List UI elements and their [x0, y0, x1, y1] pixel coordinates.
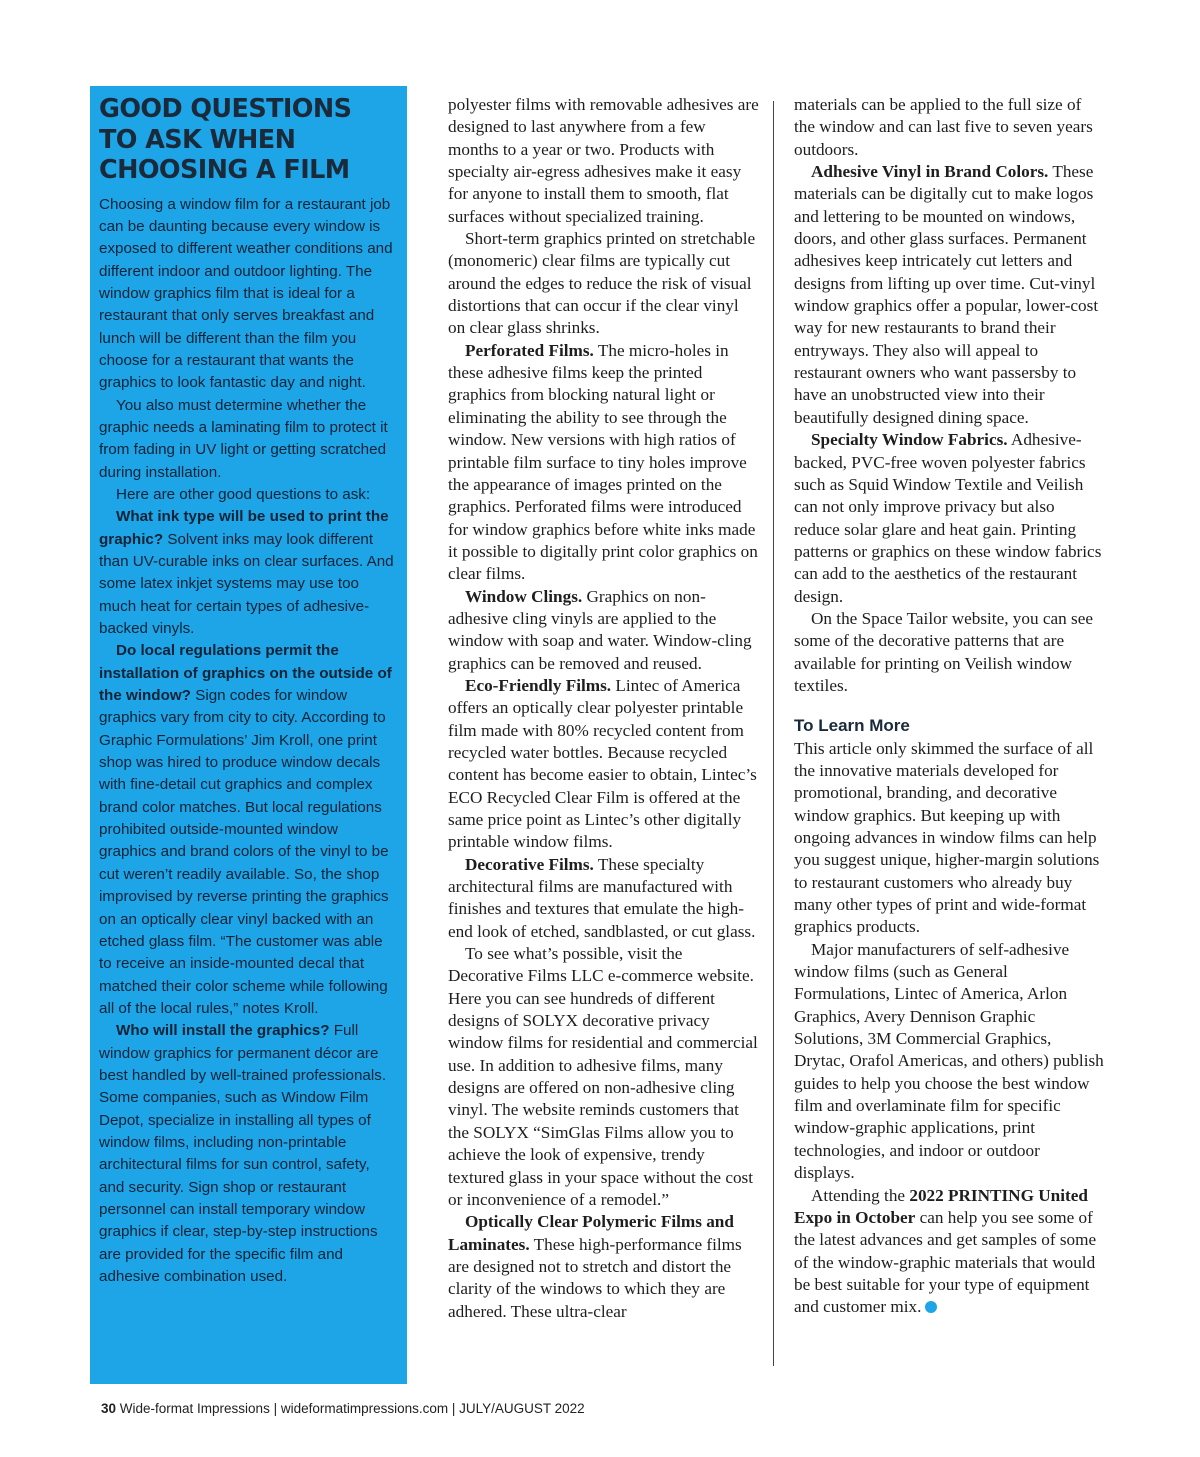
run-in-heading: Window Clings.: [465, 586, 583, 606]
body-paragraph: [794, 161, 1104, 429]
run-in-heading: Perforated Films.: [465, 340, 594, 360]
body-paragraph: [794, 429, 1104, 608]
question-body: Full window graphics for permanent décor are best handled by well-trained professionals. Some companies, such as Window Film Depot, specialize in installing all types of window films, including non-printable architectural films for sun control, safety, and security. Sign shop or restaurant personnel can install temporary window graphics if clear, step-by-step instructions are provided for the specific film and adhesive combination used.: [99, 1022, 387, 1285]
body-paragraph: [448, 854, 760, 943]
question-heading: What ink type will be used to print the graphic?: [99, 508, 389, 548]
paragraph-text: Lintec of America offers an optically clear polyester printable film made with 80% recycled content from recycled water bottles. Because recycled content has become easier to obtain, Lintec’s ECO Recycled Clear Film is offered at the same price point as Lintec’s other digitally printable window films.: [448, 675, 757, 852]
body-paragraph: [794, 1185, 1104, 1319]
body-paragraph: This article only skimmed the surface of all the innovative materials developed for promotional, branding, and decorative window graphics. But keeping up with ongoing advances in window films can help you suggest unique, higher-margin solutions to restaurant customers who already buy many other types of print and wide-format graphics products.: [794, 738, 1100, 937]
run-in-heading: Specialty Window Fabrics.: [811, 430, 1008, 450]
body-paragraph: materials can be applied to the full size of the window and can last five to seven years outdoors.: [794, 95, 1093, 159]
body-paragraph: Major manufacturers of self-adhesive window films (such as General Formulations, Lintec of America, Arlon Graphics, Avery Dennison Graphic Solutions, 3M Commercial Graphics, Drytac, Orafol Americas, and others) publish guides to help you choose the best window film and overlaminate film for specific window-graphic applications, print technologies, and indoor or outdoor displays.: [794, 939, 1104, 1183]
question-body: Sign codes for window graphics vary from city to city. According to Graphic Formulations’ Jim Kroll, one print shop was hired to produce window decals with fine-detail cut graphics and complex brand color matches. But local regulations prohibited outside-mounted window graphics and brand colors of the vinyl to be cut weren’t readily available. So, the shop improvised by reverse printing the graphics on an optically clear vinyl backed with an etched glass film. “The customer was able to receive an inside-mounted decal that matched their color scheme while following all of the local rules,” notes Kroll.: [99, 687, 389, 1017]
paragraph-text: Adhesive-backed, PVC-free woven polyester fabrics such as Squid Window Textile and Veilish can not only improve privacy but also reduce solar glare and heat gain. Printing patterns or graphics on these window fabrics can add to the aesthetics of the restaurant design.: [794, 430, 1102, 606]
middle-column: [448, 94, 760, 1323]
sidebar-box: [90, 86, 407, 1384]
body-paragraph: To see what’s possible, visit the Decorative Films LLC e-commerce website. Here you can see hundreds of different designs of SOLYX decorative privacy window films for residential and commercial use. In addition to adhesive films, many designs are offered on non-adhesive cling vinyl. The website reminds customers that the SOLYX “SimGlas Films allow you to achieve the look of expensive, trendy textured glass in your space without the cost or inconvenience of a remodel.”: [448, 944, 758, 1209]
sidebar-question: [99, 506, 399, 640]
sidebar-para: You also must determine whether the graphic needs a laminating film to protect it from fading in UV light or getting scratched during installation.: [99, 396, 388, 481]
question-body: Solvent inks may look different than UV-curable inks on clear surfaces. And some latex inkjet systems may use too much heat for certain types of adhesive-backed vinyls.: [99, 530, 394, 638]
body-paragraph: [448, 675, 760, 854]
paragraph-text: These high-performance films are designed not to stretch and distort the clarity of the windows to which they are adhered. These ultra-clear: [448, 1234, 742, 1321]
footer-text: Wide-format Impressions | wideformatimpressions.com | JULY/AUGUST 2022: [116, 1401, 585, 1416]
column-divider: [773, 101, 774, 1366]
body-paragraph: On the Space Tailor website, you can see some of the decorative patterns that are available for printing on Veilish window textiles.: [794, 608, 1093, 695]
run-in-heading: Eco-Friendly Films.: [465, 675, 612, 695]
run-in-heading: Adhesive Vinyl in Brand Colors.: [811, 162, 1049, 182]
event-name: 2022 PRINTING United Expo in October: [794, 1185, 1088, 1227]
sidebar-title-line: TO ASK WHEN: [99, 124, 296, 155]
sidebar-question: [99, 1020, 399, 1288]
paragraph-text: The micro-holes in these adhesive films keep the printed graphics from blocking natural light or eliminating the ability to see through the window. New versions with high ratios of printable film surface to tiny holes improve the appearance of images printed on the graphics. Perforated films were introduced for window graphics before white inks made it possible to digitally print color graphics on clear films.: [448, 340, 758, 584]
body-paragraph: [448, 586, 760, 675]
body-paragraph: [448, 340, 760, 586]
end-mark-icon: [925, 1301, 937, 1313]
sidebar-title-line: CHOOSING A FILM: [99, 155, 350, 185]
run-in-heading: Decorative Films.: [465, 854, 594, 874]
right-column: [794, 94, 1104, 1319]
paragraph-text: These specialty architectural films are manufactured with finishes and textures that emulate the high-end look of etched, sandblasted, or cut glass.: [448, 854, 756, 941]
paragraph-text: Attending the: [811, 1185, 910, 1205]
run-in-heading: Optically Clear Polymeric Films and Laminates.: [448, 1212, 734, 1254]
body-paragraph: polyester films with removable adhesives are designed to last anywhere from a few months to a year or two. Products with specialty air-egress adhesives make it easy for anyone to install them to smooth, flat surfaces without specialized training.: [448, 95, 759, 226]
body-paragraph: [448, 1211, 760, 1323]
page-number: 30: [101, 1401, 117, 1416]
paragraph-text: These materials can be digitally cut to make logos and lettering to be mounted on windows, doors, and other glass surfaces. Permanent adhesives keep intricately cut letters and designs from lifting up over time. Cut-vinyl window graphics offer a popular, lower-cost way for new restaurants to brand their entryways. They also will appeal to restaurant owners who want passersby to have an unobstructed view into their beautifully designed dining space.: [794, 162, 1099, 427]
body-paragraph: Short-term graphics printed on stretchable (monomeric) clear films are typically cut around the edges to reduce the risk of visual distortions that can occur if the clear vinyl on clear glass shrinks.: [448, 229, 756, 338]
sidebar-title-line: GOOD QUESTIONS: [99, 94, 352, 124]
question-heading: Who will install the graphics?: [116, 1022, 330, 1040]
page-footer: [101, 1401, 585, 1416]
paragraph-text: Graphics on non-adhesive cling vinyls are applied to the window with soap and water. Window-cling graphics can be removed and reused.: [448, 586, 752, 673]
section-heading: To Learn More: [794, 716, 910, 736]
sidebar-intro: Choosing a window film for a restaurant job can be daunting because every window is exposed to different weather conditions and different indoor and outdoor lighting. The window graphics film that is ideal for a restaurant that only serves breakfast and lunch will be different than the film you choose for a restaurant that wants the graphics to look fantastic day and night.: [99, 195, 393, 392]
question-heading: Do local regulations permit the installation of graphics on the outside of the window?: [99, 642, 392, 705]
paragraph-text: can help you see some of the latest advances and get samples of some of the window-graphic materials that would be best suitable for your type of equipment and customer mix.: [794, 1207, 1097, 1317]
sidebar-title: [99, 94, 399, 186]
sidebar-para: Here are other good questions to ask:: [116, 485, 371, 503]
sidebar-question: [99, 640, 399, 1020]
